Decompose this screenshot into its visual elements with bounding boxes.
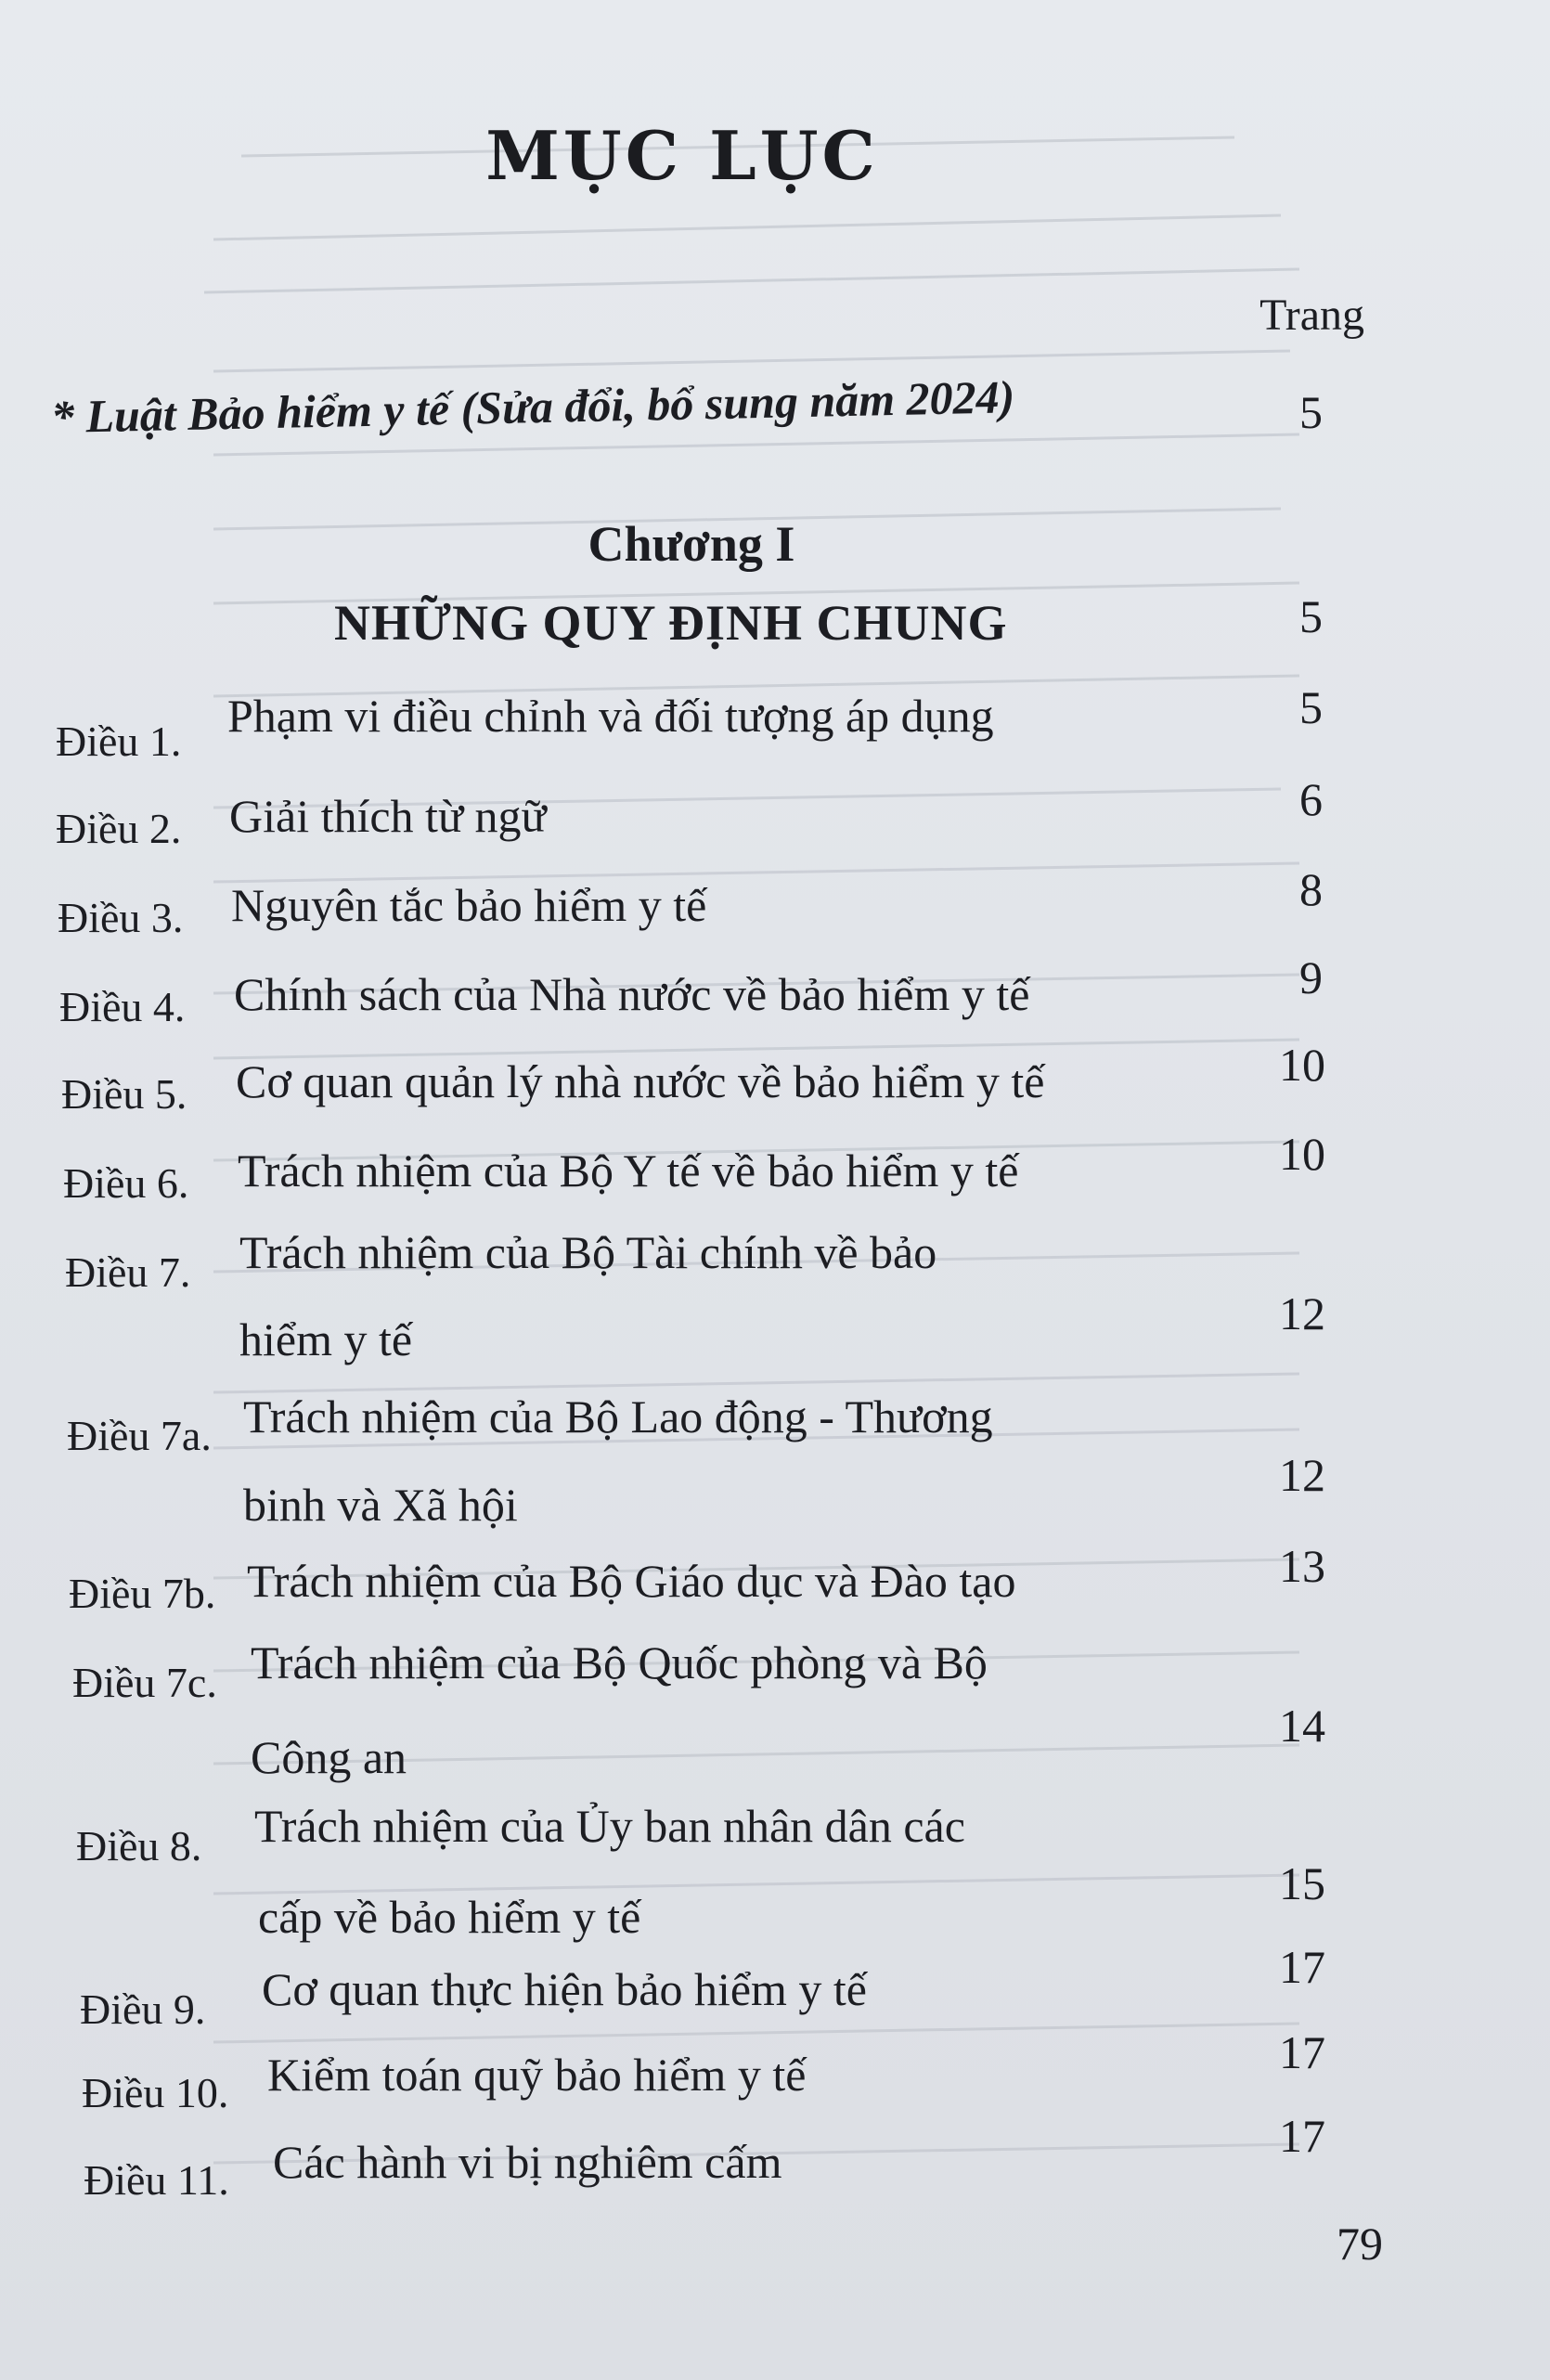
article-label: Điều 7. bbox=[65, 1248, 191, 1296]
article-title-continued: cấp về bảo hiểm y tế bbox=[258, 1891, 641, 1943]
article-page: 10 bbox=[1279, 1039, 1325, 1091]
article-title: Chính sách của Nhà nước về bảo hiểm y tế bbox=[234, 968, 1030, 1020]
article-title-continued: hiểm y tế bbox=[239, 1313, 413, 1365]
article-title: Trách nhiệm của Bộ Y tế về bảo hiểm y tế bbox=[238, 1145, 1019, 1196]
article-title-continued: binh và Xã hội bbox=[243, 1479, 518, 1531]
chapter-title: NHỮNG QUY ĐỊNH CHUNG bbox=[334, 595, 1008, 651]
article-label: Điều 10. bbox=[82, 2069, 229, 2116]
article-page: 5 bbox=[1299, 681, 1323, 733]
intro-entry-page: 5 bbox=[1299, 386, 1323, 438]
article-page: 17 bbox=[1279, 2026, 1325, 2078]
article-page: 17 bbox=[1279, 1941, 1325, 1993]
article-page: 17 bbox=[1279, 2110, 1325, 2162]
article-page: 9 bbox=[1299, 951, 1323, 1003]
page-column-label: Trang bbox=[1259, 291, 1364, 340]
article-label: Điều 2. bbox=[56, 805, 182, 852]
article-title: Cơ quan quản lý nhà nước về bảo hiểm y tế bbox=[236, 1055, 1045, 1107]
article-title: Trách nhiệm của Bộ Tài chính về bảo bbox=[239, 1226, 937, 1278]
article-label: Điều 7c. bbox=[72, 1659, 217, 1706]
article-page: 15 bbox=[1279, 1857, 1325, 1909]
article-page: 10 bbox=[1279, 1128, 1325, 1180]
article-label: Điều 3. bbox=[58, 894, 184, 941]
article-page: 12 bbox=[1279, 1287, 1325, 1339]
article-title-continued: Công an bbox=[251, 1731, 407, 1783]
article-page: 8 bbox=[1299, 863, 1323, 915]
article-title: Cơ quan thực hiện bảo hiểm y tế bbox=[262, 1963, 868, 2015]
article-label: Điều 7b. bbox=[69, 1570, 216, 1617]
article-page: 13 bbox=[1279, 1540, 1325, 1592]
article-title: Trách nhiệm của Ủy ban nhân dân các bbox=[254, 1800, 965, 1852]
article-title: Kiểm toán quỹ bảo hiểm y tế bbox=[267, 2049, 807, 2101]
article-label: Điều 5. bbox=[61, 1070, 187, 1118]
article-title: Phạm vi điều chỉnh và đối tượng áp dụng bbox=[227, 690, 994, 742]
intro-entry-title: * Luật Bảo hiểm y tế (Sửa đổi, bổ sung năm 2024) bbox=[50, 370, 1015, 443]
article-title: Trách nhiệm của Bộ Quốc phòng và Bộ bbox=[251, 1636, 988, 1688]
article-page: 6 bbox=[1299, 773, 1323, 825]
article-label: Điều 11. bbox=[84, 2156, 229, 2204]
article-title: Trách nhiệm của Bộ Lao động - Thương bbox=[243, 1390, 993, 1442]
article-label: Điều 8. bbox=[76, 1822, 202, 1869]
chapter-label: Chương I bbox=[588, 516, 795, 572]
chapter-page: 5 bbox=[1299, 590, 1323, 642]
article-label: Điều 9. bbox=[80, 1985, 206, 2033]
page-title: MỤC LỤC bbox=[485, 116, 879, 195]
article-label: Điều 6. bbox=[63, 1159, 189, 1207]
article-label: Điều 7a. bbox=[67, 1412, 212, 1459]
article-label: Điều 1. bbox=[56, 718, 182, 765]
article-title: Các hành vi bị nghiêm cấm bbox=[273, 2136, 782, 2188]
page-number: 79 bbox=[1337, 2218, 1383, 2270]
article-page: 12 bbox=[1279, 1449, 1325, 1501]
article-label: Điều 4. bbox=[59, 983, 186, 1030]
article-page: 14 bbox=[1279, 1700, 1325, 1752]
article-title: Trách nhiệm của Bộ Giáo dục và Đào tạo bbox=[247, 1555, 1016, 1607]
article-title: Giải thích từ ngữ bbox=[229, 790, 547, 842]
article-title: Nguyên tắc bảo hiểm y tế bbox=[231, 879, 707, 931]
